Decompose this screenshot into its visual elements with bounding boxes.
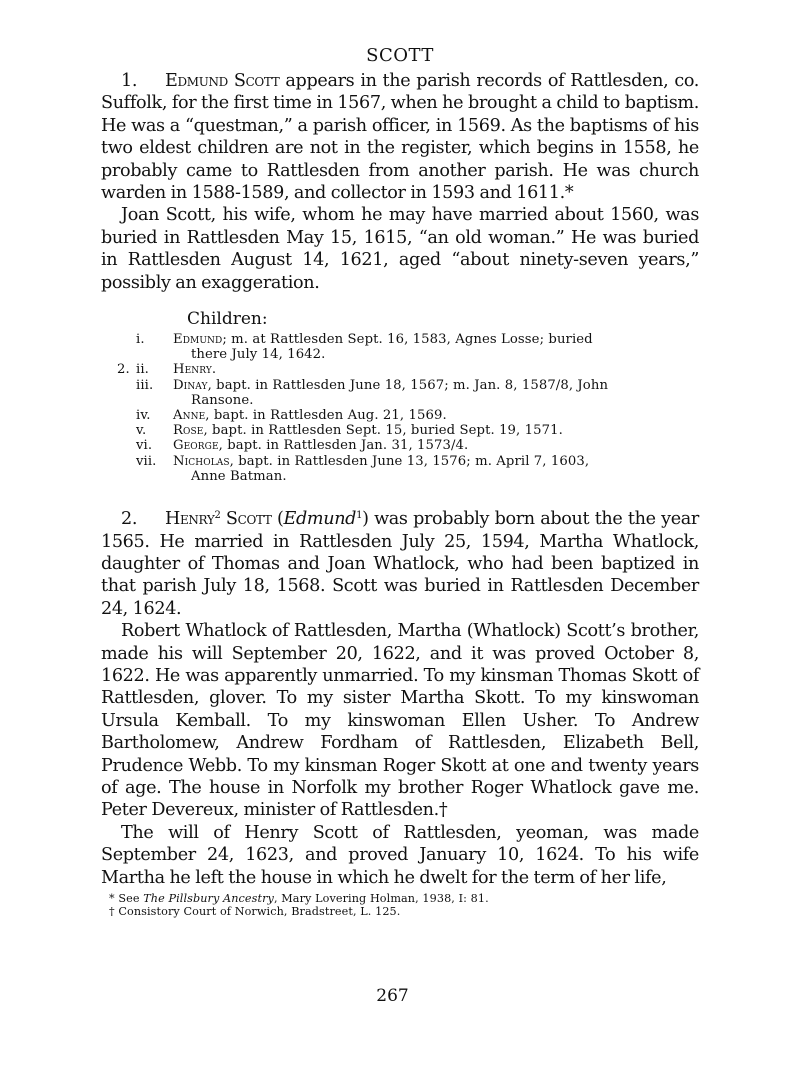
- section-1-paragraph-1: [101, 70, 699, 204]
- section-2-paragraph-1: [101, 508, 699, 620]
- child-details: , bapt. in Rattlesden Jan. 31, 1573/4.: [218, 438, 469, 454]
- child-entry: [101, 454, 699, 484]
- child-name: George: [173, 438, 219, 454]
- footnote-text: , Mary Lovering Holman, 1938, I: 81.: [273, 892, 489, 905]
- ancestor-surname: Scott: [220, 509, 272, 530]
- footnote-source-title: The Pillsbury Ancestry: [143, 892, 274, 905]
- child-details-continued: there July 14, 1642.: [191, 347, 326, 363]
- paragraph-text: appears in the parish records of Rattlesden, co. Suffolk, for the first time in 1567, when he brought a child to baptism. He was a “questman,” a parish officer, in 1569. As the baptisms of his two eldest children are not in the register, which begins in 1558, he probably came to Rattlesden from another parish. He was church warden in 1588-1589, and collector in 1593 and 1611.*: [101, 71, 699, 204]
- child-numeral: vi.: [136, 438, 153, 454]
- child-details: , bapt. in Rattlesden Sept. 15, buried Sept. 19, 1571.: [203, 423, 563, 439]
- ancestor-name: Henry: [165, 509, 215, 530]
- footnote-mark: * See: [109, 892, 144, 905]
- footnotes: [101, 893, 699, 919]
- child-entry: [101, 423, 699, 438]
- child-details-continued: Anne Batman.: [191, 468, 287, 484]
- footnote-mark: †: [109, 904, 119, 918]
- child-numeral: v.: [136, 423, 147, 439]
- section-number: 2.: [121, 509, 138, 530]
- child-details-continued: Ransone.: [191, 392, 254, 408]
- child-details: ; m. at Rattlesden Sept. 16, 1583, Agnes Losse; buried: [222, 332, 593, 348]
- child-name: Henry: [173, 362, 212, 378]
- child-name: Edmund: [173, 332, 223, 348]
- child-numeral: i.: [136, 332, 145, 348]
- child-details: , bapt. in Rattlesden Aug. 21, 1569.: [205, 408, 447, 424]
- paren-open: (: [271, 509, 284, 530]
- child-numeral: vii.: [136, 453, 157, 469]
- parent-generation-superscript: 1: [356, 510, 363, 522]
- running-head: SCOTT: [366, 45, 434, 66]
- child-details: .: [211, 362, 217, 378]
- child-entry: [101, 332, 699, 362]
- paragraph-text: was probably born about the the year 1565. He married in Rattlesden July 25, 1594, Martha Whatlock, daughter of Thomas and Joan Whatlock, who had been baptized in that parish July 18, 1568. Scott was buried in Rattlesden December 24, 1624.: [101, 509, 699, 619]
- paren-close: ): [362, 509, 369, 530]
- child-numeral: ii.: [136, 362, 149, 378]
- child-entry: [101, 362, 699, 377]
- section-2-paragraph-3: The will of Henry Scott of Rattlesden, yeoman, was made September 24, 1623, and proved January 10, 1624. To his wife Martha he left the house in which he dwelt for the term of her life,: [101, 822, 699, 888]
- book-page: [101, 44, 699, 919]
- child-name: Dinay: [173, 377, 208, 393]
- child-name: Rose: [173, 423, 204, 439]
- footnote-dagger: [109, 906, 699, 919]
- section-2-paragraph-2: Robert Whatlock of Rattlesden, Martha (Whatlock) Scott’s brother, made his will September 20, 1622, and it was proved October 8, 1622. He was apparently unmarried. To my kinsman Thomas Skott of Rattlesden, glover. To my sister Martha Skott. To my kinswoman Ursula Kemball. To my kinswoman Ellen Usher. To Andrew Bartholomew, Andrew Fordham of Rattlesden, Elizabeth Bell, Prudence Webb. To my kinsman Roger Skott at one and twenty years of age. The house in Norfolk my brother Roger Whatlock gave me. Peter Devereux, minister of Rattlesden.†: [101, 621, 699, 821]
- child-details: , bapt. in Rattlesden June 18, 1567; m. Jan. 8, 1587/8, John: [207, 377, 609, 393]
- section-spacer: [101, 484, 699, 508]
- child-entry: [101, 408, 699, 423]
- ancestor-name: Edmund Scott: [165, 71, 280, 91]
- parent-name: Edmund: [283, 509, 357, 530]
- child-name: Anne: [173, 408, 206, 424]
- child-entry: [101, 378, 699, 408]
- children-heading: Children:: [187, 309, 268, 330]
- generation-superscript: 2: [214, 510, 221, 522]
- child-entry: [101, 438, 699, 453]
- page-number: 267: [376, 986, 409, 1006]
- section-number: 1.: [121, 71, 138, 91]
- footnote-text: Consistory Court of Norwich, Bradstreet, L. 125.: [118, 904, 401, 918]
- child-name: Nicholas: [173, 453, 230, 469]
- children-list: [101, 332, 699, 484]
- child-details: , bapt. in Rattlesden June 13, 1576; m. April 7, 1603,: [229, 453, 590, 469]
- child-numeral: iii.: [136, 377, 154, 393]
- child-numeral: iv.: [136, 408, 151, 424]
- section-1-paragraph-2: Joan Scott, his wife, whom he may have married about 1560, was buried in Rattlesden May 15, 1615, “an old woman.” He was buried in Rattlesden August 14, 1621, aged “about ninety-seven years,” possibly an exaggeration.: [101, 205, 699, 293]
- generation-number: 2.: [117, 362, 130, 378]
